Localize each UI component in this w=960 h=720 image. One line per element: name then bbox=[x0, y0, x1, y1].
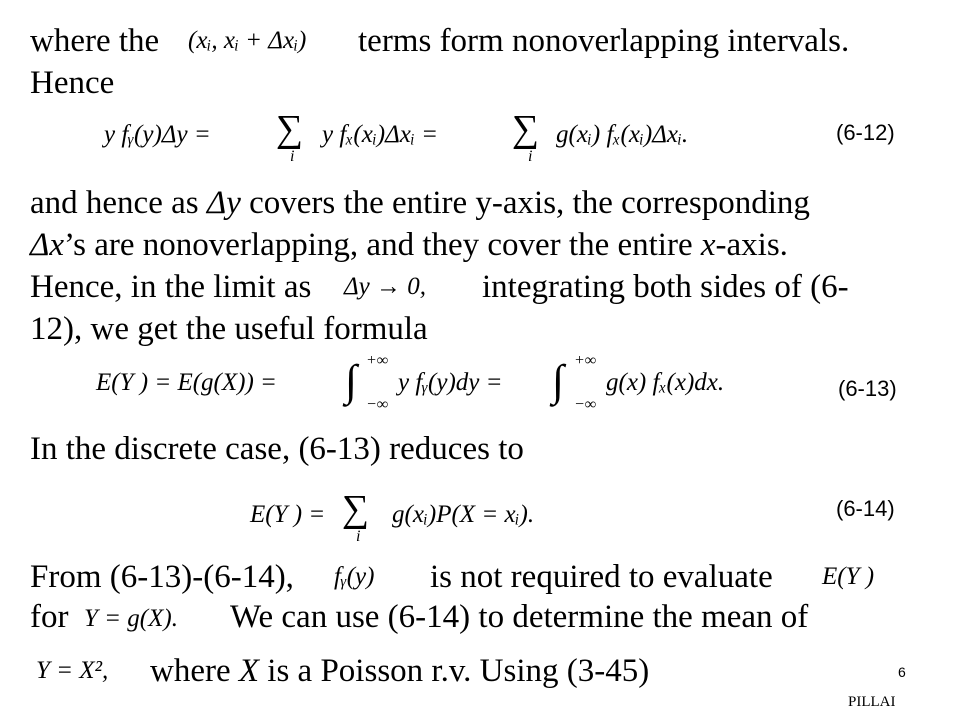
eq12-mid: y fₓ(xᵢ)Δxᵢ = bbox=[322, 121, 438, 148]
eq13-int2-lower: −∞ bbox=[574, 396, 597, 413]
eq12-sum-2-index: i bbox=[528, 148, 533, 165]
eq13-int2-upper: +∞ bbox=[574, 352, 597, 369]
eq13-int1-upper: +∞ bbox=[366, 352, 389, 369]
text-discrete-case: In the discrete case, (6-13) reduces to bbox=[30, 431, 524, 467]
eq13-label: (6-13) bbox=[838, 376, 897, 401]
eq12-sum-1: ∑ bbox=[276, 108, 304, 150]
slide-number: 6 bbox=[898, 664, 906, 680]
eq12-left: y fᵧ(y)Δy = bbox=[104, 121, 211, 148]
text-from-6-13: From (6-13)-(6-14), bbox=[30, 559, 294, 595]
author-label: PILLAI bbox=[848, 694, 896, 710]
eq14-sum-index: i bbox=[356, 528, 361, 545]
eq14-left: E(Y ) = bbox=[250, 501, 326, 528]
math-y-eq-x2: Y = X², bbox=[36, 657, 109, 684]
text-for: for bbox=[30, 599, 69, 635]
text-useful-formula: 12), we get the useful formula bbox=[30, 311, 428, 347]
math-limit: Δy → 0, bbox=[344, 273, 427, 300]
eq13-left: E(Y ) = E(g(X)) = bbox=[96, 369, 277, 396]
text-not-required: is not required to evaluate bbox=[430, 559, 773, 595]
text-terms-form: terms form nonoverlapping intervals. bbox=[358, 23, 850, 59]
text-delta-y: Δy bbox=[206, 185, 241, 221]
eq14-label: (6-14) bbox=[836, 496, 895, 521]
eq14-sum: ∑ bbox=[342, 488, 370, 530]
eq13-int1-lower: −∞ bbox=[366, 396, 389, 413]
eq12-right: g(xᵢ) fₓ(xᵢ)Δxᵢ. bbox=[556, 121, 689, 148]
text-we-can-use: We can use (6-14) to determine the mean of bbox=[230, 599, 809, 635]
text-delta-x-line: Δx’s are nonoverlapping, and they cover the entire x-axis. bbox=[30, 227, 788, 263]
eq13-integral-2: ∫ bbox=[552, 356, 565, 405]
eq12-label: (6-12) bbox=[836, 120, 895, 145]
text-integrating: integrating both sides of (6- bbox=[482, 269, 849, 305]
text-hence: Hence bbox=[30, 65, 115, 101]
text-delta-x: Δx bbox=[30, 227, 65, 263]
math-interval: (xᵢ, xᵢ + Δxᵢ) bbox=[188, 27, 307, 54]
eq13-mid: y fᵧ(y)dy = bbox=[398, 369, 503, 396]
text-and-hence: and hence as Δy covers the entire y-axis, the corresponding bbox=[30, 185, 810, 221]
eq12-sum-2: ∑ bbox=[512, 108, 540, 150]
math-ey: E(Y ) bbox=[822, 563, 875, 590]
text-where-the: where the bbox=[30, 23, 160, 59]
eq13-right: g(x) fₓ(x)dx. bbox=[606, 369, 725, 396]
eq14-right: g(xᵢ)P(X = xᵢ). bbox=[392, 501, 535, 528]
math-fy: fᵧ(y) bbox=[334, 563, 375, 590]
eq13-integral-1: ∫ bbox=[345, 356, 358, 405]
math-y-eq-gx: Y = g(X). bbox=[84, 605, 178, 632]
text-hence-limit: Hence, in the limit as bbox=[30, 269, 312, 305]
text-where-x-poisson: where X is a Poisson r.v. Using (3-45) bbox=[150, 653, 650, 689]
eq12-sum-1-index: i bbox=[290, 148, 295, 165]
